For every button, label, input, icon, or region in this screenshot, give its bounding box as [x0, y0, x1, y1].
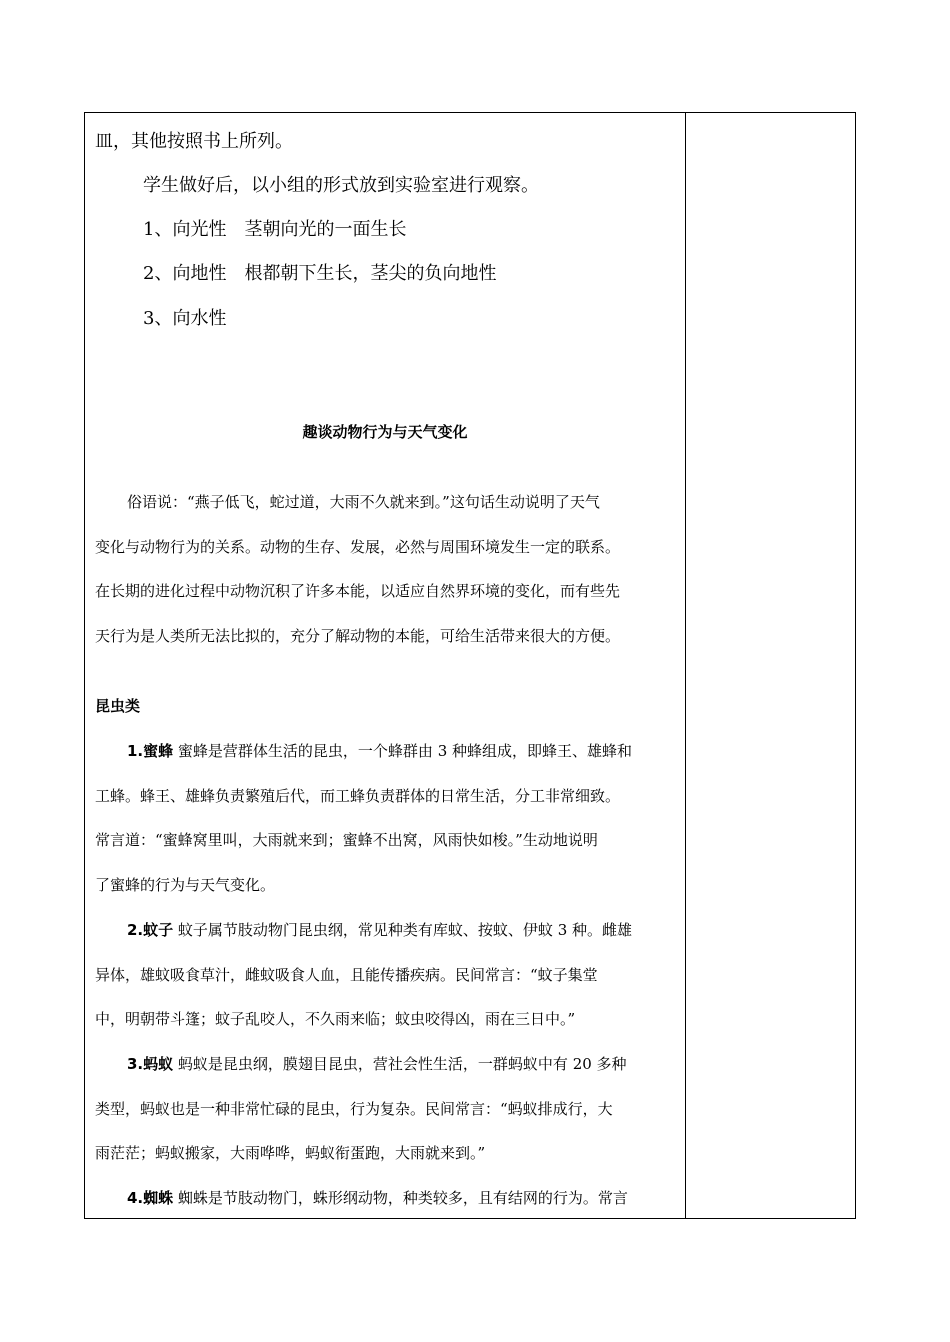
paragraph-line: 了蜜蜂的行为与天气变化。 [95, 876, 276, 894]
intro-line-3: 1、向光性 茎朝向光的一面生长 [143, 219, 407, 240]
intro-line-4: 2、向地性 根都朝下生长，茎尖的负向地性 [143, 263, 497, 284]
item-text: 蚂蚁是昆虫纲，膜翅目昆虫，营社会性生活，一群蚂蚁中有 20 多种 [177, 1055, 627, 1073]
paragraph-line: 常言道：“蜜蜂窝里叫，大雨就来到；蜜蜂不出窝，风雨快如梭。”生动地说明 [95, 831, 598, 849]
paragraph-line: 异体，雄蚊吸食草汁，雌蚊吸食人血，且能传播疾病。民间常言：“蚊子集堂 [95, 966, 598, 984]
paragraph-line: 雨茫茫；蚂蚁搬家，大雨哗哗，蚂蚁衔蛋跑，大雨就来到。” [95, 1144, 486, 1162]
content-table [84, 112, 856, 1219]
intro-line-1: 皿，其他按照书上所列。 [95, 131, 293, 152]
notes-cell [686, 113, 856, 1218]
item-label: 1.蜜蜂 [127, 742, 174, 760]
paragraph-line: 工蜂。蜂王、雄蜂负责繁殖后代，而工蜂负责群体的日常生活，分工非常细致。 [95, 787, 621, 805]
main-content-cell [85, 113, 685, 1218]
paragraph-line: 变化与动物行为的关系。动物的生存、发展，必然与周围环境发生一定的联系。 [95, 538, 621, 556]
item-first-line [127, 1053, 627, 1074]
item-first-line [127, 1187, 628, 1208]
paragraph-line: 天行为是人类所无法比拟的，充分了解动物的本能，可给生活带来很大的方便。 [95, 627, 621, 645]
item-text: 蜘蛛是节肢动物门，蛛形纲动物，种类较多，且有结网的行为。常言 [177, 1189, 628, 1207]
intro-line-5: 3、向水性 [143, 308, 227, 329]
item-label: 2.蚊子 [127, 921, 174, 939]
item-first-line [127, 740, 632, 761]
paragraph-line: 俗语说：“燕子低飞，蛇过道，大雨不久就来到。”这句话生动说明了天气 [127, 493, 600, 511]
paragraph-line: 在长期的进化过程中动物沉积了许多本能，以适应自然界环境的变化，而有些先 [95, 582, 621, 600]
item-label: 4.蜘蛛 [127, 1189, 174, 1207]
paragraph-line: 中，明朝带斗篷；蚊子乱咬人，不久雨来临；蚊虫咬得凶，雨在三日中。” [95, 1010, 576, 1028]
item-label: 3.蚂蚁 [127, 1055, 174, 1073]
section-heading: 昆虫类 [95, 697, 141, 715]
item-text: 蜜蜂是营群体生活的昆虫，一个蜂群由 3 种蜂组成，即蜂王、雄蜂和 [177, 742, 633, 760]
paragraph-line: 类型，蚂蚁也是一种非常忙碌的昆虫，行为复杂。民间常言：“蚂蚁排成行，大 [95, 1100, 613, 1118]
article-title: 趣谈动物行为与天气变化 [302, 423, 468, 441]
item-first-line [127, 919, 632, 940]
item-text: 蚊子属节肢动物门昆虫纲，常见种类有库蚊、按蚊、伊蚊 3 种。雌雄 [177, 921, 633, 939]
intro-line-2: 学生做好后，以小组的形式放到实验室进行观察。 [143, 175, 539, 196]
